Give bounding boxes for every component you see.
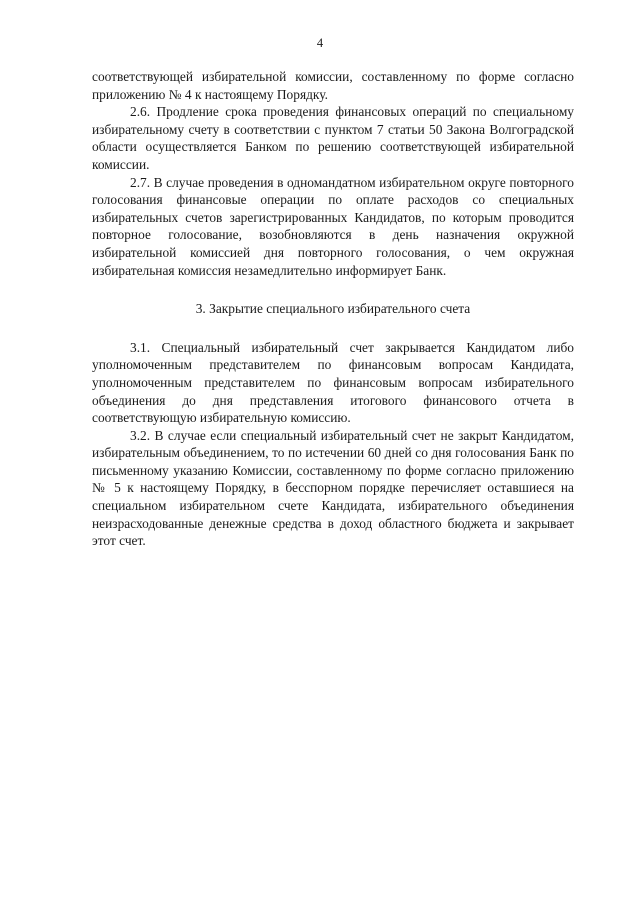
page-number: 4: [316, 36, 324, 50]
paragraph-3-2: 3.2. В случае если специальный избирательный счет не закрыт Кандидатом, избирательным объединением, то по истечении 60 дней со дня голосования Банк по письменному указанию Комиссии, составленному по форме согласно приложению № 5 к настоящему Порядку, в бесспорном порядке перечисляет оставшиеся на специальном избирательном счете Кандидата, избирательного объединения неизрасходованные денежные средства в доход областного бюджета и закрывает этот счет.: [92, 427, 574, 549]
paragraph-2-6: 2.6. Продление срока проведения финансовых операций по специальному избирательному счету в соответствии с пунктом 7 статьи 50 Закона Волгоградской области осуществляется Банком по решению соответствующей избирательной комиссии.: [92, 104, 574, 172]
paragraph-continuation: соответствующей избирательной комиссии, составленному по форме согласно приложению № 4 к настоящему Порядку.: [92, 69, 574, 102]
document-body: [92, 68, 574, 550]
paragraph-3-1: 3.1. Специальный избирательный счет закрывается Кандидатом либо уполномоченным представителем по финансовым вопросам Кандидата, уполномоченным представителем по финансовым вопросам избирательного объединения до дня представления итогового финансового отчета в соответствующую избирательную комиссию.: [92, 339, 574, 426]
section-3-heading: 3. Закрытие специального избирательного счета: [195, 301, 471, 317]
paragraph-2-7: 2.7. В случае проведения в одномандатном избирательном округе повторного голосования финансовые операции по оплате расходов со специальных избирательных счетов зарегистрированных Кандидатов, по которым проводится повторное голосование, возобновляются в день назначения окружной избирательной комиссией дня повторного голосования, о чем окружная избирательная комиссия незамедлительно информирует Банк.: [92, 174, 574, 278]
